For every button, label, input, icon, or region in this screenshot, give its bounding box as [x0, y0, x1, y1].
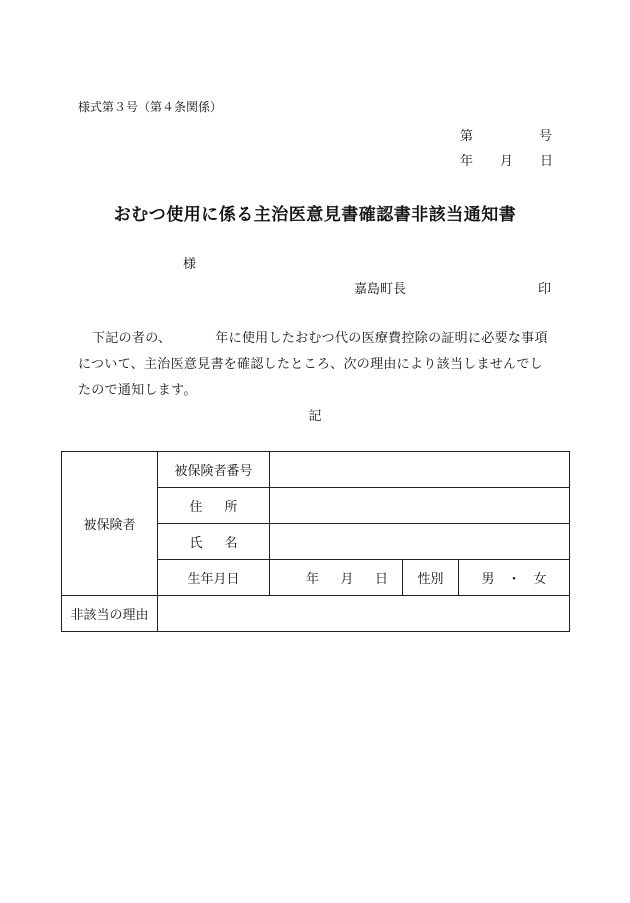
notice-body-part2: 年に使用したおむつ代の医療費控除の証明に必要な事項について、主治医意見書を確認したところ、次の理由により該当しませんでしたので通知します。	[78, 331, 548, 398]
seal-mark: 印	[538, 282, 552, 297]
name-field[interactable]	[270, 524, 570, 560]
form-number: 様式第３号（第４条関係）	[78, 100, 223, 114]
insured-number-label: 被保険者番号	[158, 452, 270, 488]
reason-label: 非該当の理由	[62, 596, 158, 632]
sex-label: 性別	[403, 560, 459, 596]
date-year: 年	[460, 154, 474, 169]
insured-info-table	[61, 451, 570, 632]
issuer-name: 嘉島町長	[354, 282, 407, 297]
sex-options[interactable]: 男 ・ 女	[459, 560, 570, 596]
birthdate-label: 生年月日	[158, 560, 270, 596]
address-label: 住所	[158, 488, 270, 524]
name-label: 氏名	[158, 524, 270, 560]
notice-body	[78, 326, 554, 404]
notice-body-part1: 下記の者の、	[92, 331, 172, 346]
doc-number-suffix: 号	[539, 129, 553, 144]
address-field[interactable]	[270, 488, 570, 524]
doc-number-prefix: 第	[460, 129, 474, 144]
insured-group-label: 被保険者	[62, 452, 158, 596]
birth-month-unit: 月	[340, 572, 354, 587]
date-month: 月	[500, 154, 514, 169]
addressee-suffix: 様	[183, 257, 197, 272]
insured-number-field[interactable]	[270, 452, 570, 488]
reason-field[interactable]	[158, 596, 570, 632]
date-day: 日	[540, 154, 554, 169]
birthdate-field[interactable]	[270, 560, 403, 596]
document-title: おむつ使用に係る主治医意見書確認書非該当通知書	[113, 205, 517, 225]
birth-year-unit: 年	[306, 572, 320, 587]
ki-heading: 記	[308, 409, 322, 424]
birth-day-unit: 日	[374, 572, 388, 587]
